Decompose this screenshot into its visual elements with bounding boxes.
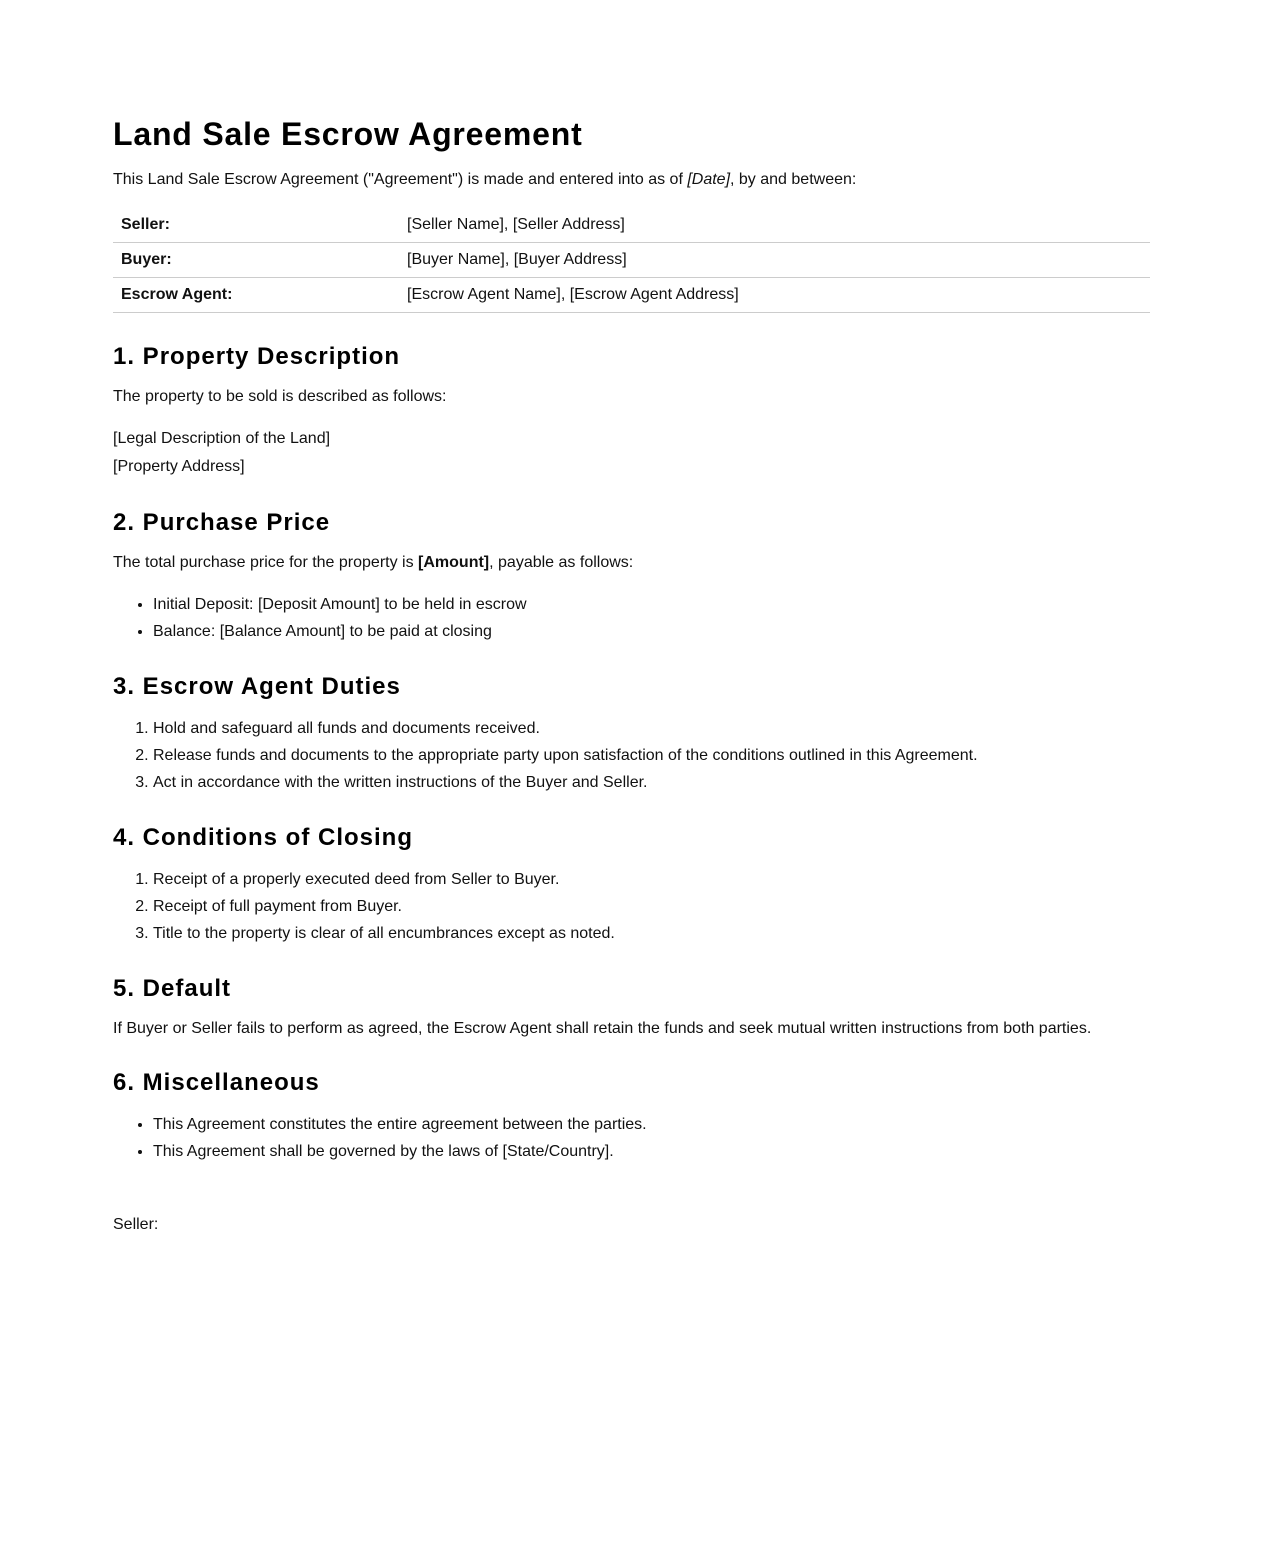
payment-list [113,591,1150,645]
section-text: The property to be sold is described as follows: [113,388,447,405]
list-item: 2. Receipt of full payment from Buyer. [153,893,1150,920]
list-item: • Initial Deposit: [Deposit Amount] to be held in escrow [153,591,1150,618]
seller-signature-label: Seller: [113,1216,159,1233]
intro-text-after: , by and between: [730,171,857,188]
section-default [113,971,1150,1041]
date-placeholder: [Date] [687,171,731,188]
party-value-seller: [Seller Name], [Seller Address] [399,208,1150,243]
duties-list [113,715,1150,796]
list-item: 2. Release funds and documents to the appropriate party upon satisfaction of the conditions outlined in this Agreement. [153,742,1150,769]
document-title: Land Sale Escrow Agreement [113,116,583,152]
parties-table [113,208,1150,313]
amount-placeholder: [Amount] [418,554,490,571]
property-address-placeholder: [Property Address] [113,458,245,475]
misc-list [113,1111,1150,1165]
section-heading: 1. Property Description [113,343,401,370]
party-label-seller: Seller: [113,208,399,243]
closing-conditions-list [113,866,1150,947]
intro-text-before: This Land Sale Escrow Agreement ("Agreement") is made and entered into as of [113,171,688,188]
section-purchase-price [113,505,1150,645]
party-value-escrow-agent: [Escrow Agent Name], [Escrow Agent Address] [399,278,1150,313]
table-row [113,208,1150,243]
party-label-escrow-agent: Escrow Agent: [113,278,399,313]
signature-block [113,1213,1150,1237]
section-heading: 5. Default [113,975,232,1002]
section-text [113,551,1150,575]
section-heading: 4. Conditions of Closing [113,824,413,851]
list-item: 3. Title to the property is clear of all encumbrances except as noted. [153,920,1150,947]
party-label-buyer: Buyer: [113,243,399,278]
section-text: If Buyer or Seller fails to perform as agreed, the Escrow Agent shall retain the funds and seek mutual written instructions from both parties. [113,1020,1092,1037]
section-heading: 3. Escrow Agent Duties [113,673,401,700]
section-miscellaneous [113,1065,1150,1165]
list-item: 1. Receipt of a properly executed deed from Seller to Buyer. [153,866,1150,893]
legal-description-placeholder: [Legal Description of the Land] [113,430,331,447]
document-page [113,0,1150,1503]
list-item: 1. Hold and safeguard all funds and documents received. [153,715,1150,742]
section-escrow-agent-duties [113,669,1150,796]
list-item: • This Agreement constitutes the entire agreement between the parties. [153,1111,1150,1138]
price-text-before: The total purchase price for the property is [113,554,419,571]
section-property-description [113,339,1150,481]
party-value-buyer: [Buyer Name], [Buyer Address] [399,243,1150,278]
property-lines [113,425,1150,481]
table-row [113,243,1150,278]
list-item: 3. Act in accordance with the written instructions of the Buyer and Seller. [153,769,1150,796]
section-heading: 6. Miscellaneous [113,1069,320,1096]
table-row [113,278,1150,313]
price-text-after: , payable as follows: [489,554,634,571]
section-conditions-of-closing [113,820,1150,947]
list-item: • Balance: [Balance Amount] to be paid at closing [153,618,1150,645]
section-heading: 2. Purchase Price [113,509,331,536]
list-item: • This Agreement shall be governed by the laws of [State/Country]. [153,1138,1150,1165]
intro-paragraph [113,168,1150,192]
